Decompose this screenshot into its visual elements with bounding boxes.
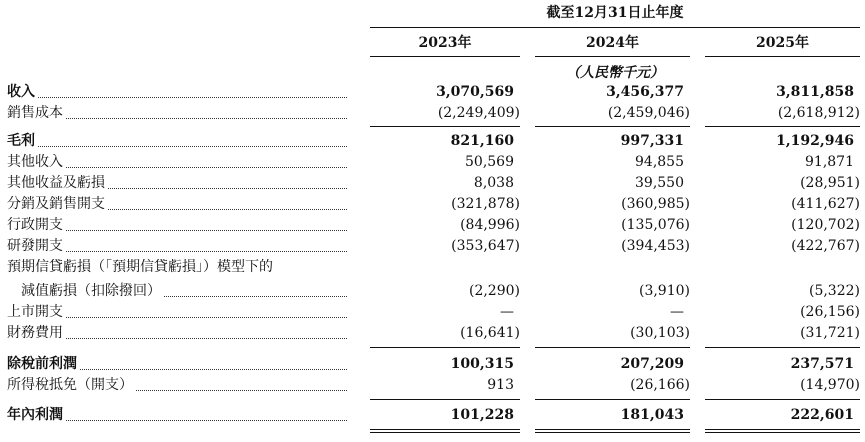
row-selling-expenses	[0, 194, 865, 215]
value-2024: —	[670, 304, 684, 320]
row-other-gains-losses	[0, 173, 865, 194]
row-label: 財務費用	[7, 325, 63, 341]
value-2025: (31,721)	[800, 325, 860, 341]
row-ecl-label-line1	[0, 257, 865, 278]
row-revenue	[0, 82, 865, 103]
value-2023: (321,878)	[451, 196, 520, 212]
row-listing-expenses	[0, 302, 865, 323]
row-label: 減值虧損（扣除撥回）	[21, 283, 161, 299]
year-header-2025: 2025年	[756, 35, 809, 51]
row-label: 銷售成本	[7, 105, 63, 121]
value-2025: (422,767)	[791, 238, 860, 254]
year-header-2024: 2024年	[586, 35, 639, 51]
row-profit-for-year	[0, 405, 865, 426]
row-impairment-losses	[0, 281, 865, 302]
unit-label: （人民幣千元）	[566, 65, 664, 81]
row-label: 除稅前利潤	[7, 356, 77, 372]
value-2023: (84,996)	[460, 217, 520, 233]
value-2024: 181,043	[620, 407, 684, 423]
subtotal-rule-2024	[535, 347, 690, 348]
row-label: 上市開支	[7, 304, 63, 320]
value-2025: (5,322)	[808, 283, 860, 299]
row-label: 分銷及銷售開支	[7, 196, 105, 212]
value-2025: (28,951)	[800, 175, 860, 191]
value-2025: (120,702)	[791, 217, 860, 233]
total-double-rule-2023-b	[370, 432, 520, 433]
total-double-rule-2024-a	[535, 429, 690, 430]
row-cost-of-sales	[0, 103, 865, 124]
value-2025: (14,970)	[800, 377, 860, 393]
value-2025: (26,156)	[800, 304, 860, 320]
value-2024: (26,166)	[630, 377, 690, 393]
subtotal-rule-2024	[535, 126, 690, 127]
value-2024: (3,910)	[638, 283, 690, 299]
value-2023: (353,647)	[451, 238, 520, 254]
row-finance-costs	[0, 323, 865, 344]
row-label: 其他收入	[7, 154, 63, 170]
value-2024: 207,209	[620, 356, 684, 372]
row-label: 行政開支	[7, 217, 63, 233]
subtotal-rule-2023	[370, 347, 520, 348]
year-underline-2024	[535, 56, 690, 57]
subtotal-rule-2025	[705, 399, 860, 400]
row-label: 所得稅抵免（開支）	[7, 377, 133, 393]
value-2024: 3,456,377	[606, 84, 684, 100]
subtotal-rule-2023	[370, 126, 520, 127]
row-other-income	[0, 152, 865, 173]
value-2023: 8,038	[473, 175, 514, 191]
value-2024: 997,331	[620, 133, 684, 149]
row-label: 研發開支	[7, 238, 63, 254]
value-2023: 913	[487, 377, 514, 393]
value-2024: 94,855	[635, 154, 684, 170]
row-income-tax	[0, 375, 865, 396]
value-2023: 3,070,569	[436, 84, 514, 100]
value-2025: 1,192,946	[776, 133, 854, 149]
value-2025: 237,571	[790, 356, 854, 372]
row-label: 收入	[7, 84, 35, 100]
year-underline-2025	[705, 56, 860, 57]
value-2024: 39,550	[635, 175, 684, 191]
value-2025: 3,811,858	[776, 84, 854, 100]
value-2023: (2,290)	[468, 283, 520, 299]
total-double-rule-2025-b	[705, 432, 860, 433]
row-profit-before-tax	[0, 354, 865, 375]
value-2024: (360,985)	[621, 196, 690, 212]
total-double-rule-2024-b	[535, 432, 690, 433]
value-2025: (2,618,912)	[777, 105, 860, 121]
subtotal-rule-2024	[535, 399, 690, 400]
value-2023: (2,249,409)	[437, 105, 520, 121]
row-admin-expenses	[0, 215, 865, 236]
value-2024: (394,453)	[621, 238, 690, 254]
row-label: 毛利	[7, 133, 35, 149]
value-2025: (411,627)	[791, 196, 860, 212]
value-2023: (16,641)	[460, 325, 520, 341]
value-2023: —	[500, 304, 514, 320]
row-label: 年內利潤	[7, 407, 63, 423]
value-2025: 222,601	[790, 407, 854, 423]
value-2023: 100,315	[450, 356, 514, 372]
value-2023: 50,569	[465, 154, 514, 170]
subtotal-rule-2025	[705, 126, 860, 127]
value-2024: (135,076)	[621, 217, 690, 233]
year-underline-2023	[370, 56, 520, 57]
value-2023: 821,160	[450, 133, 514, 149]
year-header-2023: 2023年	[418, 35, 472, 51]
row-rd-expenses	[0, 236, 865, 257]
value-2024: (30,103)	[630, 325, 690, 341]
row-label: 預期信貸虧損（「預期信貸虧損」）模型下的	[7, 259, 273, 275]
period-header: 截至12月31日止年度	[546, 5, 684, 21]
total-double-rule-2023-a	[370, 429, 520, 430]
subtotal-rule-2025	[705, 347, 860, 348]
row-gross-profit	[0, 131, 865, 152]
value-2023: 101,228	[450, 407, 514, 423]
value-2024: (2,459,046)	[607, 105, 690, 121]
row-label: 其他收益及虧損	[7, 175, 105, 191]
subtotal-rule-2023	[370, 399, 520, 400]
total-double-rule-2025-a	[705, 429, 860, 430]
period-underline	[370, 27, 860, 28]
value-2025: 91,871	[805, 154, 854, 170]
